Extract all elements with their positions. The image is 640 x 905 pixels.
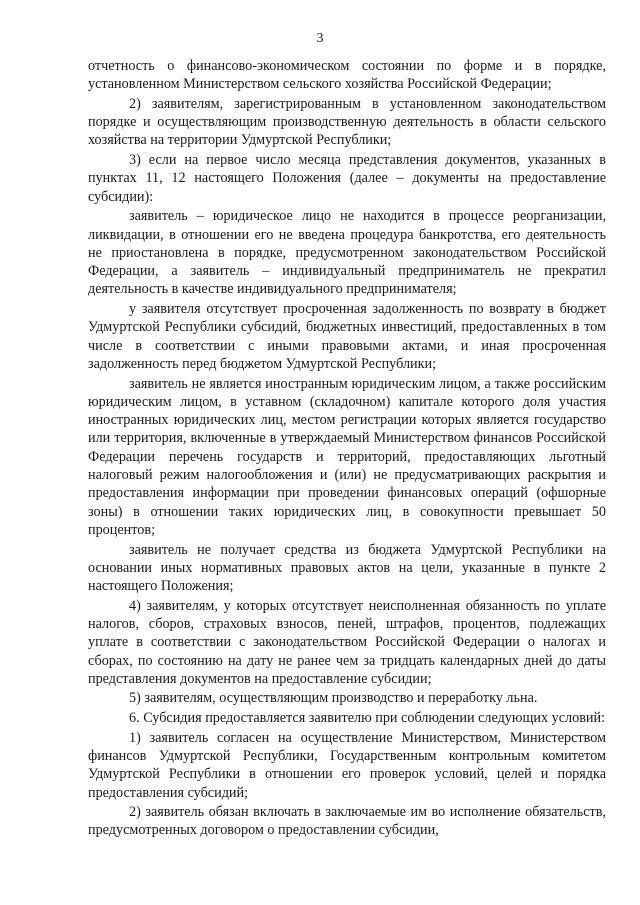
paragraph-item-4-no-tax-arrears: 4) заявителям, у которых отсутствует неисполненная обязанность по уплате налогов, сборов, страховых взносов, пеней, штрафов, процентов, подлежащих уплате в соответствии с законодательством Российской Федерации о налогах и сборах, по состоянию на дату не ранее чем за тридцать календарных дней до даты представления документов на предоставление субсидии; — [88, 597, 606, 687]
paragraph-no-overdue-debt: у заявителя отсутствует просроченная задолженность по возврату в бюджет Удмуртской Республики субсидий, бюджетных инвестиций, предоставленных в том числе в соответствии с иными правовыми актами, и иная просроченная задолженность перед бюджетом Удмуртской Республики; — [88, 301, 606, 372]
paragraph-section-6-conditions: 6. Субсидия предоставляется заявителю при соблюдении следующих условий: — [129, 710, 606, 727]
paragraph-item-2-registered-applicants: 2) заявителям, зарегистрированным в установленном законодательством порядке и осуществляющим производственную деятельность в области сельского хозяйства на территории Удмуртской Республики; — [88, 95, 606, 149]
paragraph-no-reorganization: заявитель – юридическое лицо не находится в процессе реорганизации, ликвидации, в отношении его не введена процедура банкротства, его деятельность не приостановлена в порядке, предусмотренном законодательством Российской Федерации, а заявитель – индивидуальный предприниматель не прекратил деятельность в качестве индивидуального предпринимателя; — [88, 208, 606, 298]
paragraph-not-foreign-entity: заявитель не является иностранным юридическим лицом, а также российским юридическим лицом, в уставном (складочном) капитале которого доля участия иностранных юридических лиц, местом регистрации которых является государство или территория, включенные в утверждаемый Министерством финансов Российской Федерации перечень государств и территорий, предоставляющих льготный налоговый режим налогообложения и (или) не предусматривающих раскрытия и предоставления информации при проведении финансовых операций (офшорные зоны) в отношении таких юридических лиц, в совокупности превышает 50 процентов; — [88, 375, 606, 538]
page-number: 3 — [316, 31, 324, 46]
paragraph-condition-2-contract-obligations: 2) заявитель обязан включать в заключаемые им во исполнение обязательств, предусмотренных договором о предоставлении субсидии, — [88, 804, 606, 839]
paragraph-continuation-reporting: отчетность о финансово-экономическом состоянии по форме и в порядке, установленном Министерством сельского хозяйства Российской Федерации; — [88, 58, 606, 93]
document-body — [88, 57, 606, 841]
paragraph-item-5-flax-producers: 5) заявителям, осуществляющим производство и переработку льна. — [129, 690, 538, 707]
paragraph-item-3-conditions-intro: 3) если на первое число месяца представления документов, указанных в пунктах 11, 12 настоящего Положения (далее – документы на предоставление субсидии): — [88, 152, 606, 205]
paragraph-no-other-funding: заявитель не получает средства из бюджета Удмуртской Республики на основании иных нормативных правовых актов на цели, указанные в пункте 2 настоящего Положения; — [88, 541, 606, 595]
paragraph-condition-1-audit-consent: 1) заявитель согласен на осуществление Министерством, Министерством финансов Удмуртской Республики, Государственным контрольным комитетом Удмуртской Республики в отношении его проверок условий, целей и порядка предоставления субсидий; — [88, 729, 606, 801]
